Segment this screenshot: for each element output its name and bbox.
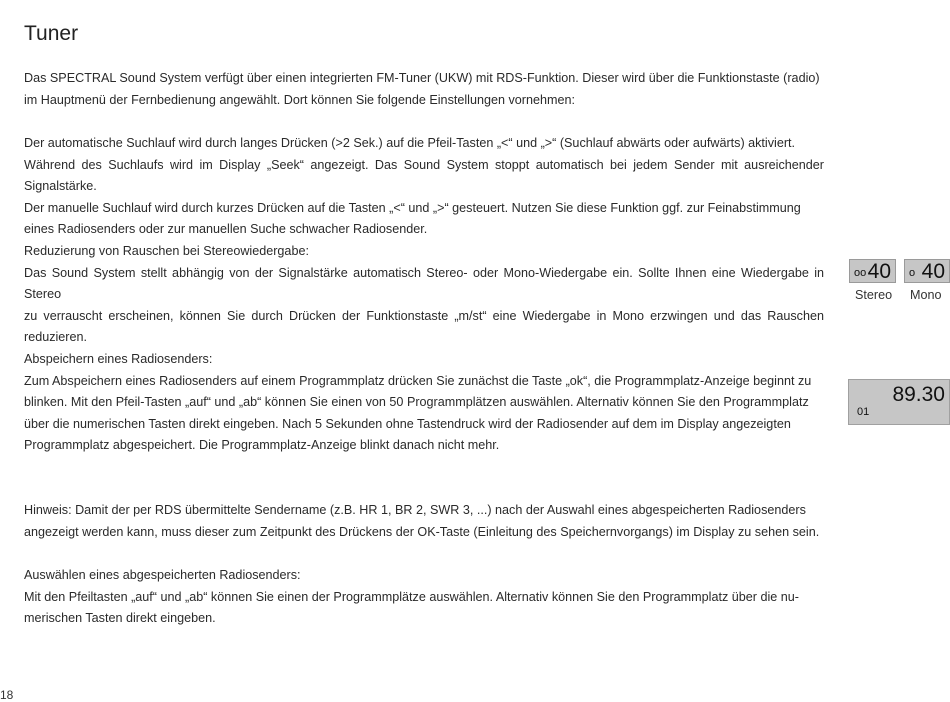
text-line: Der manuelle Suchlauf wird durch kurzes Drücken auf die Tasten „<“ und „>“ gesteuert. Nutzen Sie diese Funktion ggf. zur Feinabstimmung <box>24 200 801 215</box>
section-heading: Abspeichern eines Radiosenders: <box>24 352 213 366</box>
mono-display <box>904 259 950 283</box>
text-line: im Hauptmenü der Fernbedienung angewählt. Dort können Sie folgende Einstellungen vornehmen: <box>24 92 575 107</box>
text-line: Während des Suchlaufs wird im Display „Seek“ angezeigt. Das Sound System stoppt automatisch bei jedem Sender mit ausreichender Signalstärke. <box>24 157 824 194</box>
text-line: Der automatische Suchlauf wird durch langes Drücken (>2 Sek.) auf die Pfeil-Tasten „<“ und „>“ (Suchlauf abwärts oder aufwärts) aktiviert. <box>24 136 796 150</box>
page-title: Tuner <box>24 22 79 45</box>
section-heading: Reduzierung von Rauschen bei Stereowiedergabe: <box>24 244 309 258</box>
text-line: Das SPECTRAL Sound System verfügt über einen integrierten FM-Tuner (UKW) mit RDS-Funktion. Dieser wird über die Funktionstaste (radio) <box>24 71 820 85</box>
noise-paragraph <box>24 241 824 349</box>
store-paragraph <box>24 349 824 457</box>
text-line: Das Sound System stellt abhängig von der Signalstärke automatisch Stereo- oder Mono-Wiedergabe ein. Sollte Ihnen eine Wiedergabe in Stereo <box>24 265 824 302</box>
stereo-signal-value: 40 <box>867 260 891 283</box>
preset-slot: 01 <box>857 406 870 418</box>
search-paragraph <box>24 133 824 241</box>
mono-signal-value: 40 <box>921 260 945 283</box>
text-line: Zum Abspeichern eines Radiosenders auf einem Programmplatz drücken Sie zunächst die Taste „ok“, die Programmplatz-Anzeige beginnt zu <box>24 373 812 388</box>
intro-paragraph <box>24 68 824 111</box>
mono-caption: Mono <box>910 288 942 302</box>
section-heading: Auswählen eines abgespeicherten Radiosenders: <box>24 568 301 582</box>
text-line: zu verrauscht erscheinen, können Sie durch Drücken der Funktionstaste „m/st“ eine Wiedergabe in Mono erzwingen und das Rauschen reduzieren. <box>24 308 824 345</box>
frequency-value: 89.30 <box>892 383 945 406</box>
text-line: angezeigt werden kann, muss dieser zum Zeitpunkt des Drückens der OK-Taste (Einleitung des Speichernvorgangs) im Display zu sehen sein. <box>24 524 820 539</box>
stereo-display <box>849 259 896 283</box>
text-line: über die numerischen Tasten direkt eingeben. Nach 5 Sekunden ohne Tastendruck wird der Radiosender auf dem im Display angezeigten <box>24 416 791 431</box>
text-line: blinken. Mit den Pfeil-Tasten „auf“ und „ab“ können Sie einen von 50 Programmplätzen auswählen. Alternativ können Sie den Programmplatz <box>24 395 809 410</box>
preset-display <box>848 379 950 425</box>
stereo-icon: oo <box>854 267 867 279</box>
text-line: Hinweis: Damit der per RDS übermittelte Sendername (z.B. HR 1, BR 2, SWR 3, ...) nach der Auswahl eines abgespeicherten Radiosenders <box>24 503 806 517</box>
text-line: merischen Tasten direkt eingeben. <box>24 611 216 626</box>
page-number: 18 <box>0 688 14 702</box>
text-line: Programmplatz abgespeichert. Die Programmplatz-Anzeige blinkt danach nicht mehr. <box>24 438 500 453</box>
text-line: Mit den Pfeiltasten „auf“ und „ab“ können Sie einen der Programmplätze auswählen. Alternativ können Sie den Programmplatz über die nu- <box>24 589 799 604</box>
select-paragraph <box>24 565 824 630</box>
mono-icon: o <box>909 267 916 279</box>
text-line: eines Radiosenders oder zur manuellen Suche schwacher Radiosender. <box>24 222 428 237</box>
stereo-caption: Stereo <box>855 288 893 302</box>
hint-paragraph <box>24 500 824 543</box>
